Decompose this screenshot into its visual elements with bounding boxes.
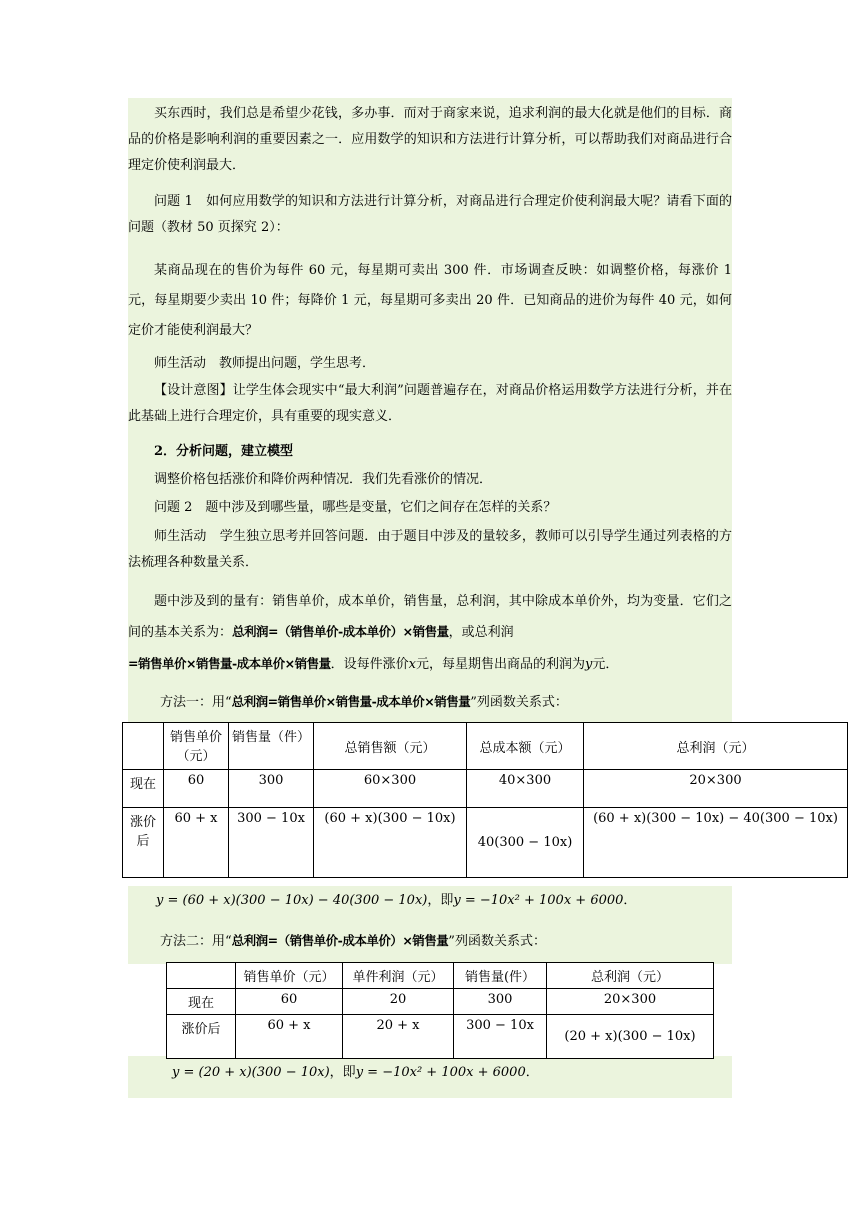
formula-1: 总利润=（销售单价-成本单价）×销售量 [232, 624, 449, 639]
table-cell: (60 + x)(300 − 10x) [314, 808, 467, 878]
table-cell: 现在 [123, 770, 164, 808]
table-cell: 40(300 − 10x) [467, 808, 584, 878]
suppose-text-b: 元，每星期售出商品的利润为 [415, 657, 585, 672]
method-1-line [160, 689, 720, 716]
table-cell: 60 [164, 770, 229, 808]
table-cell: (60 + x)(300 − 10x) − 40(300 − 10x) [584, 808, 848, 878]
problem-statement: 某商品现在的售价为每件 60 元，每星期可卖出 300 件．市场调查反映：如调整价格，每涨价 1 元，每星期要少卖出 10 件；每降价 1 元，每星期可多卖出 20 件．已知商品的进价为每件 40 元，如何定价才能使利润最大？ [128, 263, 732, 338]
or-total-text: ，或总利润 [448, 625, 514, 640]
table-1-header-cell: 总利润（元） [584, 723, 848, 770]
question-2: 问题 2 题中涉及到哪些量，哪些是变量，它们之间存在怎样的关系？ [154, 500, 557, 515]
table-cell: 40×300 [467, 770, 584, 808]
table-row [123, 770, 848, 808]
table-1-header-cell [123, 723, 164, 770]
suppose-text-a: ．设每件涨价 [330, 657, 409, 672]
table-cell: 60 + x [236, 1015, 343, 1059]
method-2-line [160, 928, 720, 955]
intro-paragraph: 买东西时，我们总是希望少花钱，多办事．而对于商家来说，追求利润的最大化就是他们的目标．商品的价格是影响利润的重要因素之一．应用数学的知识和方法进行计算分析，可以帮助我们对商品进行合理定价使利润最大． [128, 106, 732, 173]
table-cell: 300 [454, 989, 547, 1015]
table-cell: 60 [236, 989, 343, 1015]
table-1-header-row [123, 723, 848, 770]
method-2-text-a: 方法二：用“ [160, 934, 232, 949]
table-row [167, 989, 714, 1015]
formula-2: =销售单价×销售量-成本单价×销售量 [128, 656, 331, 671]
table-row [167, 1015, 714, 1059]
table-cell: 涨价后 [123, 808, 164, 878]
method-1-formula: 总利润=销售单价×销售量-成本单价×销售量 [231, 694, 471, 709]
table-1-header-cell: 总成本额（元） [467, 723, 584, 770]
table-2-header-cell: 总利润（元） [547, 963, 714, 989]
suppose-line [128, 651, 732, 678]
result-2-end: ． [525, 1065, 539, 1080]
method-1-text-a: 方法一：用“ [160, 695, 232, 710]
method-1-text-b: ”列函数关系式： [470, 695, 568, 710]
result-1-mid: ，即 [427, 893, 454, 908]
method-2-text-b: ”列函数关系式： [448, 934, 546, 949]
question-1: 问题 1 如何应用数学的知识和方法进行计算分析，对商品进行合理定价使利润最大呢？请看下面的问题（教材 50 页探究 2）： [128, 194, 732, 235]
result-1-line [156, 888, 716, 914]
table-2-header-cell: 单件利润（元） [343, 963, 454, 989]
teacher-activity-1: 师生活动 教师提出问题，学生思考． [154, 356, 376, 371]
table-cell: 60 + x [164, 808, 229, 878]
table-cell: 涨价后 [167, 1015, 236, 1059]
table-1-header-cell: 总销售额（元） [314, 723, 467, 770]
method-2-formula: 总利润=（销售单价-成本单价）×销售量 [231, 933, 449, 948]
table-cell: 300 − 10x [229, 808, 314, 878]
table-cell: 300 [229, 770, 314, 808]
suppose-text-c: 元． [592, 657, 619, 672]
design-intent: 【设计意图】让学生体会现实中“最大利润”问题普遍存在，对商品价格运用数学方法进行分析，并在此基础上进行合理定价，具有重要的现实意义． [128, 383, 732, 424]
table-method-2 [166, 962, 714, 1059]
table-cell: 60×300 [314, 770, 467, 808]
result-1-formula: y = (60 + x)(300 − 10x) − 40(300 − 10x) [156, 893, 428, 908]
table-2-header-cell [167, 963, 236, 989]
variable-y: y [585, 657, 593, 672]
table-cell: 20×300 [547, 989, 714, 1015]
table-1-header-cell: 销售量（件） [229, 723, 314, 770]
adjust-price-paragraph: 调整价格包括涨价和降价两种情况．我们先看涨价的情况． [154, 472, 493, 487]
table-cell: 300 − 10x [454, 1015, 547, 1059]
table-2-header-cell: 销售量(件） [454, 963, 547, 989]
result-2-line [172, 1060, 722, 1086]
quantities-text: 题中涉及到的量有：销售单价，成本单价，销售量，总利润，其中除成本单价外，均为变量．它们之间的基本关系为： [128, 594, 732, 640]
table-cell: 20×300 [584, 770, 848, 808]
result-2-mid: ，即 [329, 1065, 356, 1080]
table-cell: 20 + x [343, 1015, 454, 1059]
table-1-header-cell: 销售单价（元） [164, 723, 229, 770]
table-cell: 20 [343, 989, 454, 1015]
section-2-heading: 2．分析问题，建立模型 [154, 444, 294, 459]
table-cell: (20 + x)(300 − 10x) [547, 1015, 714, 1059]
variable-x: x [408, 657, 416, 672]
teacher-activity-2: 师生活动 学生独立思考并回答问题．由于题目中涉及的量较多，教师可以引导学生通过列表格的方法梳理各种数量关系． [128, 529, 732, 570]
result-2-formula: y = (20 + x)(300 − 10x) [172, 1065, 330, 1080]
result-2-simplified: y = −10x² + 100x + 6000 [355, 1065, 526, 1080]
table-2-header-cell: 销售单价（元） [236, 963, 343, 989]
result-1-simplified: y = −10x² + 100x + 6000 [453, 893, 624, 908]
result-1-end: ． [623, 893, 637, 908]
table-cell: 现在 [167, 989, 236, 1015]
table-2-header-row [167, 963, 714, 989]
table-method-1 [122, 722, 848, 878]
table-row [123, 808, 848, 878]
quantities-paragraph [128, 587, 732, 648]
